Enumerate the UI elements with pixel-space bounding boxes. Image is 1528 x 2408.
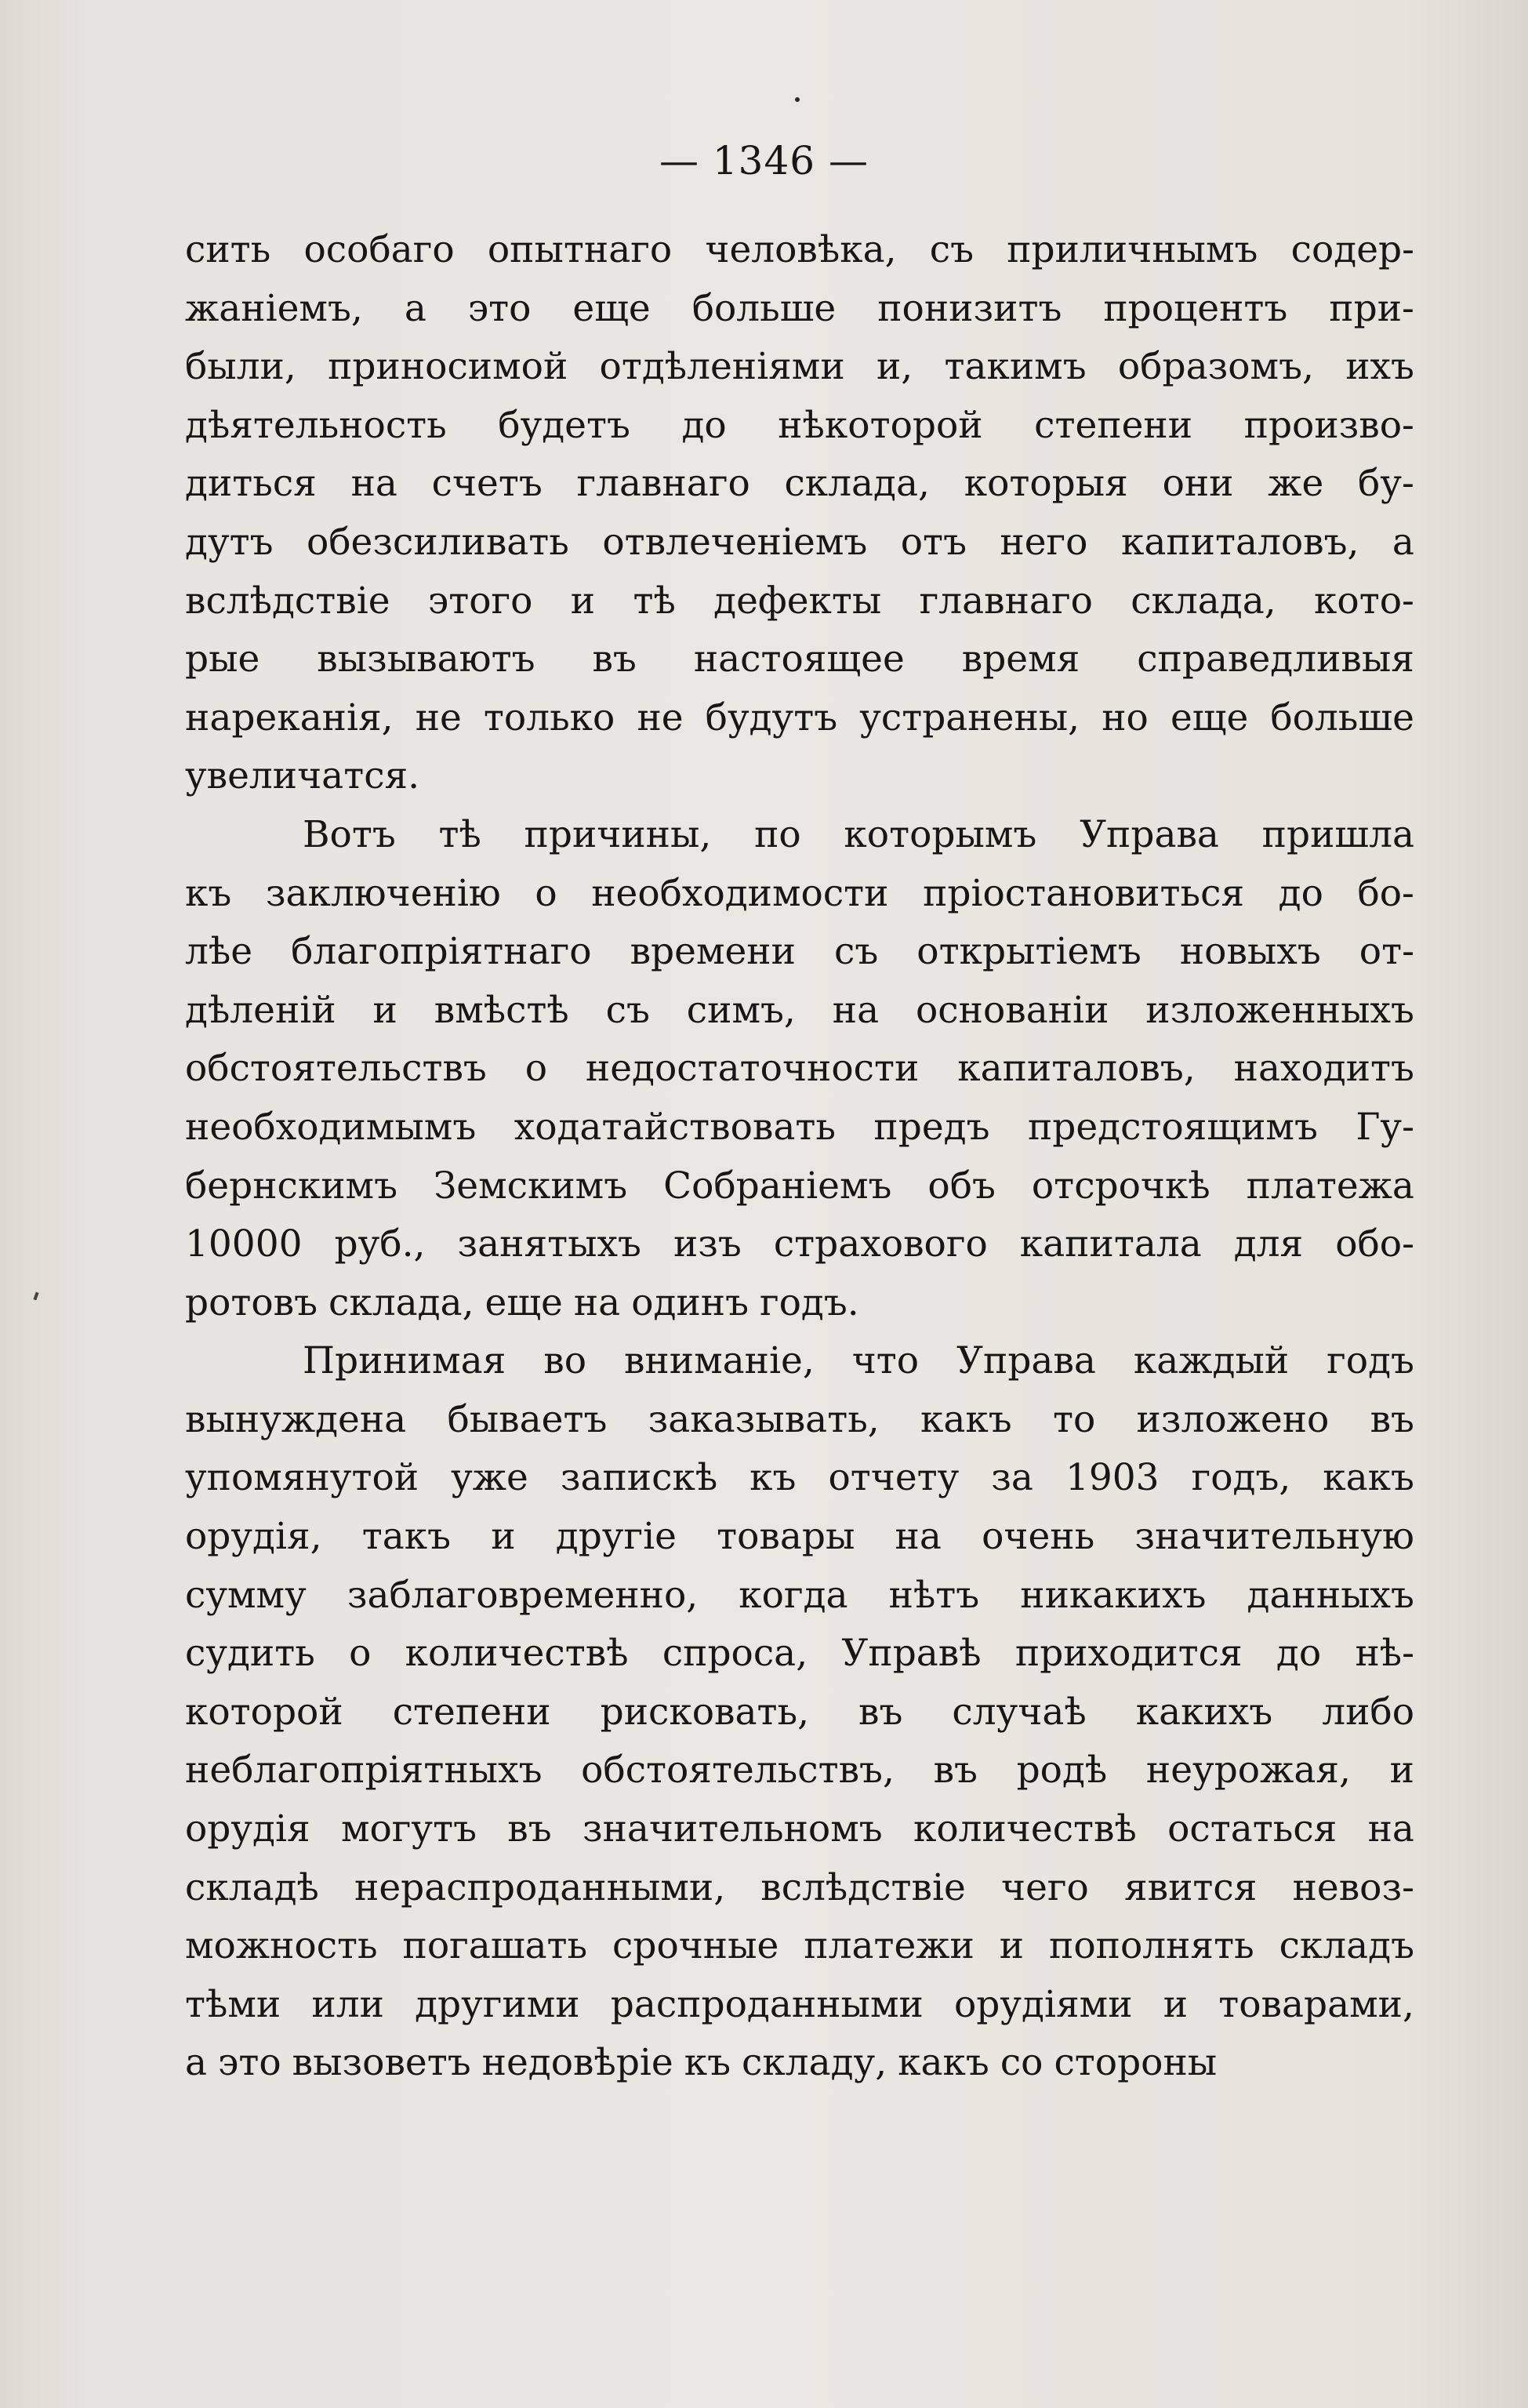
text-line: орудія могутъ въ значительномъ количествѣ остаться на <box>185 1807 1414 1851</box>
text-line: сумму заблаговременно, когда нѣтъ никакихъ данныхъ <box>185 1573 1414 1617</box>
text-line: тѣми или другими распроданными орудіями и товарами, <box>185 1982 1414 2026</box>
text-line: къ заключенію о необходимости пріостановиться до бо- <box>185 871 1414 915</box>
paragraph <box>185 1332 1414 2093</box>
page-number: — 1346 — <box>659 138 869 183</box>
text-line: можность погашать срочные платежи и пополнять складъ <box>185 1924 1414 1968</box>
text-line: вынуждена бываетъ заказывать, какъ то изложено въ <box>185 1397 1414 1441</box>
margin-mark <box>33 1292 38 1301</box>
text-line: дѣятельность будетъ до нѣкоторой степени произво- <box>185 403 1414 447</box>
text-line: диться на счетъ главнаго склада, которыя они же бу- <box>185 462 1414 506</box>
text-line: а это вызоветъ недовѣріе къ складу, какъ со стороны <box>185 2041 1218 2085</box>
text-line: были, приносимой отдѣленіями и, такимъ образомъ, ихъ <box>185 345 1414 389</box>
text-line: нареканія, не только не будутъ устранены, но еще больше <box>185 696 1414 739</box>
paragraph <box>185 221 1414 806</box>
text-line: дѣленій и вмѣстѣ съ симъ, на основаніи изложенныхъ <box>185 988 1414 1032</box>
text-line: неблагопріятныхъ обстоятельствъ, въ родѣ неурожая, и <box>185 1749 1414 1792</box>
text-line: Вотъ тѣ причины, по которымъ Управа пришла <box>303 812 1414 856</box>
text-line: сить особаго опытнаго человѣка, съ приличнымъ содер- <box>185 228 1414 271</box>
text-line: вслѣдствіе этого и тѣ дефекты главнаго склада, кото- <box>185 579 1414 623</box>
text-line: жаніемъ, а это еще больше понизитъ процентъ при- <box>185 286 1414 330</box>
text-line: бернскимъ Земскимъ Собраніемъ объ отсрочкѣ платежа <box>185 1164 1414 1208</box>
text-line: увеличатся. <box>185 754 420 798</box>
text-line: 10000 руб., занятыхъ изъ страхового капитала для обо- <box>185 1222 1414 1266</box>
text-line: которой степени рисковать, въ случаѣ какихъ либо <box>185 1690 1414 1734</box>
text-line: рые вызываютъ въ настоящее время справедливыя <box>185 637 1414 681</box>
text-line: обстоятельствъ о недостаточности капиталовъ, находитъ <box>185 1047 1414 1091</box>
text-line: лѣе благопріятнаго времени съ открытіемъ новыхъ от- <box>185 930 1414 974</box>
text-line: упомянутой уже запискѣ къ отчету за 1903 годъ, какъ <box>185 1456 1414 1500</box>
ink-speck <box>795 97 800 102</box>
text-line: орудія, такъ и другіе товары на очень значительную <box>185 1515 1414 1559</box>
text-line: дутъ обезсиливать отвлеченіемъ отъ него капиталовъ, а <box>185 520 1414 564</box>
paragraph <box>185 806 1414 1332</box>
text-line: судить о количествѣ спроса, Управѣ приходится до нѣ- <box>185 1632 1414 1676</box>
text-line: Принимая во вниманіе, что Управа каждый годъ <box>303 1339 1414 1383</box>
text-line: ротовъ склада, еще на одинъ годъ. <box>185 1280 859 1324</box>
text-line: необходимымъ ходатайствовать предъ предстоящимъ Гу- <box>185 1105 1414 1149</box>
body-text <box>185 221 1414 2093</box>
text-line: складѣ нераспроданными, вслѣдствіе чего явится невоз- <box>185 1865 1414 1909</box>
